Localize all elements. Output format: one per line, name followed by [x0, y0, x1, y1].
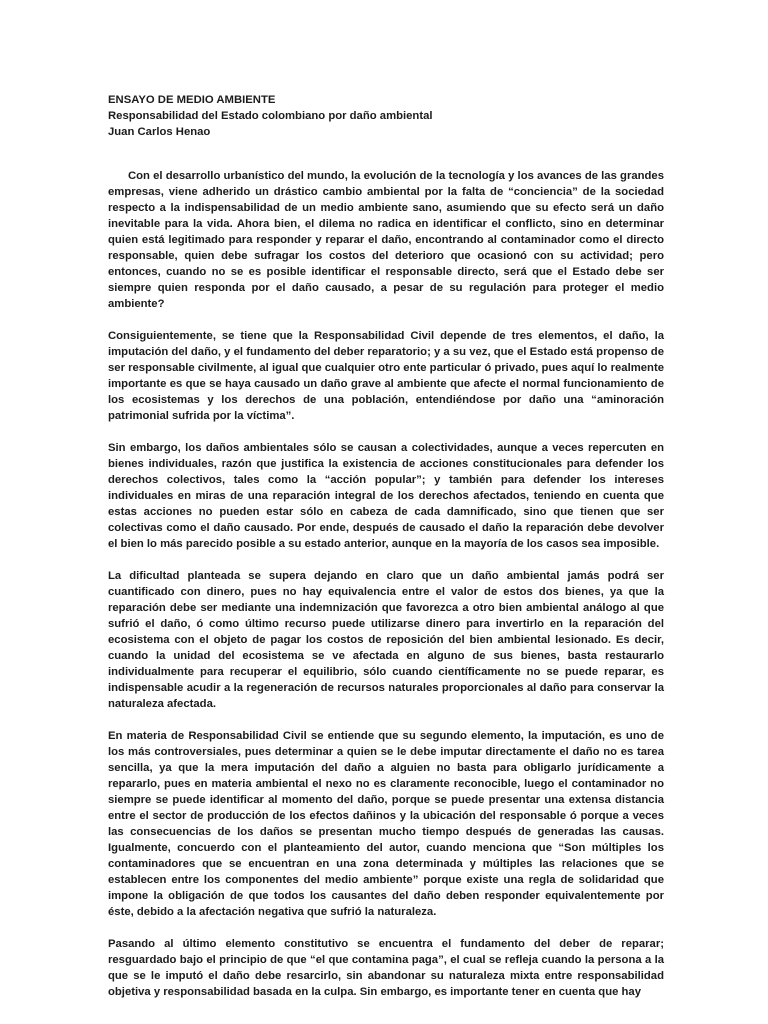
- paragraph-6: Pasando al último elemento constitutivo se encuentra el fundamento del deber de reparar; resguardado bajo el principio de que “el que contamina paga”, el cual se refleja cuando la persona a la que se le imputó el daño debe resarcirlo, sin abandonar su naturaleza mixta entre responsabilidad objetiva y responsabilidad basada en la culpa. Sin embargo, es importante tener en cuenta que hay: [108, 938, 664, 998]
- paragraph-3: Sin embargo, los daños ambientales sólo se causan a colectividades, aunque a veces repercuten en bienes individuales, razón que justifica la existencia de acciones constitucionales para defender los derechos colectivos, tales como la “acción popular”; y también para defender los intereses individuales en miras de una reparación integral de los derechos afectados, teniendo en cuenta que estas acciones no pueden estar sólo en cabeza de cada damnificado, sino que tienen que ser colectivas como el daño causado. Por ende, después de causado el daño la reparación debe devolver el bien lo más parecido posible a su estado anterior, aunque en la mayoría de los casos sea imposible.: [108, 442, 664, 550]
- document-header: [108, 92, 668, 140]
- document-title: ENSAYO DE MEDIO AMBIENTE: [108, 94, 276, 106]
- paragraph-1: Con el desarrollo urbanístico del mundo, la evolución de la tecnología y los avances de las grandes empresas, viene adherido un drástico cambio ambiental por la falta de “conciencia” de la sociedad respecto a la indispensabilidad de un medio ambiente sano, asumiendo que su efecto será un daño inevitable para la vida. Ahora bien, el dilema no radica en identificar el conflicto, sino en determinar quien está legitimado para responder y reparar el daño, encontrando al contaminador como el directo responsable, quien debe sufragar los costos del deterioro que ocasionó con su actividad; pero entonces, cuando no se es posible identificar el responsable directo, será que el Estado debe ser siempre quien responda por el daño causado, a pesar de su regulación para proteger el medio ambiente?: [108, 170, 664, 310]
- paragraph-2: Consiguientemente, se tiene que la Responsabilidad Civil depende de tres elementos, el daño, la imputación del daño, y el fundamento del deber reparatorio; y a su vez, que el Estado está propenso de ser responsable civilmente, al igual que cualquier otro ente particular ó privado, pues aquí lo realmente importante es que se haya causado un daño grave al ambiente que afecte el normal funcionamiento de los ecosistemas y los derechos de una población, entendiéndose por daño una “aminoración patrimonial sufrida por la víctima”.: [108, 330, 664, 422]
- paragraph-5: En materia de Responsabilidad Civil se entiende que su segundo elemento, la imputación, es uno de los más controversiales, pues determinar a quien se le debe imputar directamente el daño no es tarea sencilla, ya que la mera imputación del daño a alguien no basta para obligarlo jurídicamente a repararlo, pues en materia ambiental el nexo no es claramente reconocible, luego el contaminador no siempre se puede identificar al momento del daño, porque se puede presentar una extensa distancia entre el sector de producción de los efectos dañinos y la ubicación del responsable ó porque a veces las consecuencias de los daños se presentan mucho tiempo después de generadas las causas. Igualmente, concuerdo con el planteamiento del autor, cuando menciona que “Son múltiples los contaminadores que se encuentran en una zona determinada y múltiples las relaciones que se establecen entre los componentes del medio ambiente” porque existe una regla de solidaridad que impone la obligación de que todos los causantes del daño deben responder equivalentemente por éste, debido a la afectación negativa que sufrió la naturaleza.: [108, 730, 664, 918]
- document-body: [108, 168, 664, 1016]
- paragraph-4: La dificultad planteada se supera dejando en claro que un daño ambiental jamás podrá ser cuantificado con dinero, pues no hay equivalencia entre el valor de estos dos bienes, ya que la reparación debe ser mediante una indemnización que favorezca a otro bien ambiental análogo al que sufrió el daño, ó como último recurso puede utilizarse dinero para invertirlo en la reparación del ecosistema con el objeto de pagar los costos de reposición del bien ambiental lesionado. Es decir, cuando la unidad del ecosistema se ve afectada en alguno de sus bienes, basta restaurarlo individualmente para recuperar el equilibrio, sólo cuando científicamente no se puede reparar, es indispensable acudir a la regeneración de recursos naturales proporcionales al daño para conservar la naturaleza afectada.: [108, 570, 664, 710]
- document-author: Juan Carlos Henao: [108, 126, 211, 138]
- document-subtitle: Responsabilidad del Estado colombiano por daño ambiental: [108, 110, 433, 122]
